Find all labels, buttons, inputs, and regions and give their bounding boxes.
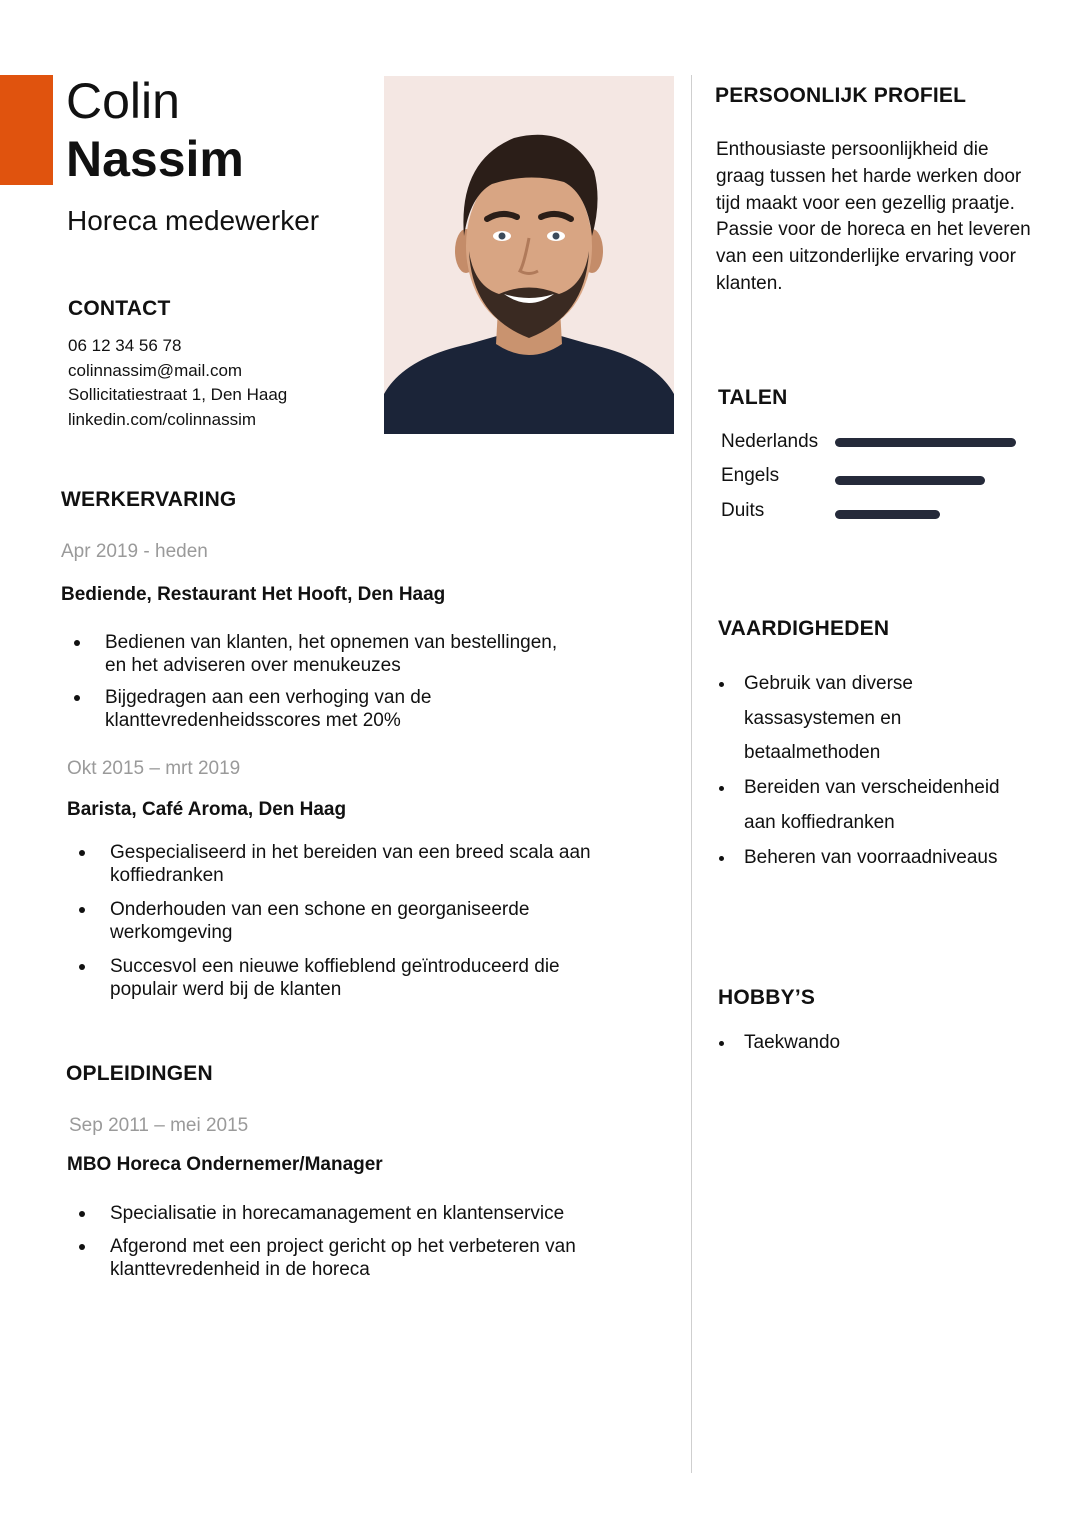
skills-heading: VAARDIGHEDEN [718, 617, 890, 640]
contact-details [68, 334, 287, 432]
experience-heading: WERKERVARING [61, 488, 237, 511]
job-bullets [105, 631, 557, 732]
list-item: Bijgedragen aan een verhoging van de klanttevredenheidsscores met 20% [105, 686, 557, 732]
portrait-photo-icon [384, 76, 674, 434]
contact-heading: CONTACT [68, 297, 171, 320]
list-item: Afgerond met een project gericht op het verbeteren van klanttevredenheid in de horeca [110, 1235, 576, 1281]
bullet-icon [79, 1211, 85, 1217]
bullet-icon [79, 850, 85, 856]
bullet-icon [79, 907, 85, 913]
column-divider [691, 75, 692, 1473]
last-name: Nassim [66, 131, 244, 187]
language-level-bar [835, 510, 940, 519]
bullet-icon [719, 1041, 724, 1046]
language-level-bar [835, 438, 1016, 447]
job-role: Bediende, Restaurant Het Hooft, Den Haag [61, 584, 446, 605]
profile-photo [384, 76, 674, 434]
list-item: Gebruik van diverse kassasystemen en betaalmethoden [744, 667, 1000, 771]
list-item: Gespecialiseerd in het bereiden van een breed scala aan koffiedranken [110, 841, 591, 887]
job-date: Okt 2015 – mrt 2019 [67, 758, 241, 779]
education-heading: OPLEIDINGEN [66, 1062, 213, 1085]
contact-phone: 06 12 34 56 78 [68, 336, 182, 355]
list-item: Succesvol een nieuwe koffieblend geïntroduceerd die populair werd bij de klanten [110, 955, 591, 1001]
job-date: Apr 2019 - heden [61, 541, 208, 562]
bullet-icon [74, 640, 80, 646]
list-item: Specialisatie in horecamanagement en klantenservice [110, 1202, 576, 1225]
bullet-icon [74, 695, 80, 701]
bullet-icon [719, 682, 724, 687]
education-date: Sep 2011 – mei 2015 [69, 1115, 249, 1136]
list-item: Bereiden van verscheidenheid aan koffiedranken [744, 771, 1000, 840]
contact-email: colinnassim@mail.com [68, 360, 243, 380]
education-bullets [110, 1202, 576, 1281]
language-name: Engels [721, 465, 780, 486]
job-bullets [110, 841, 591, 1001]
hobbies-heading: HOBBY’S [718, 986, 816, 1009]
bullet-icon [79, 1244, 85, 1250]
profile-text: Enthousiaste persoonlijkheid die graag tussen het harde werken door tijd maakt voor een gezellig praatje. Passie voor de horeca en het leveren van een uitzonderlijke ervaring voor klanten. [716, 139, 1031, 294]
job-title: Horeca medewerker [67, 205, 320, 236]
list-item: Onderhouden van een schone en georganiseerde werkomgeving [110, 898, 591, 944]
language-name: Duits [721, 500, 765, 521]
language-level-bar [835, 476, 985, 485]
list-item: Beheren van voorraadniveaus [744, 841, 1000, 876]
first-name: Colin [66, 73, 180, 129]
accent-bar [0, 75, 53, 185]
hobbies-list [744, 1026, 840, 1061]
bullet-icon [719, 786, 724, 791]
languages-heading: TALEN [718, 386, 788, 409]
skills-list [744, 667, 1000, 875]
bullet-icon [79, 964, 85, 970]
list-item: Bedienen van klanten, het opnemen van bestellingen, en het adviseren over menukeuzes [105, 631, 557, 677]
job-role: Barista, Café Aroma, Den Haag [67, 799, 347, 820]
education-degree: MBO Horeca Ondernemer/Manager [67, 1154, 383, 1175]
contact-linkedin: linkedin.com/colinnassim [68, 409, 257, 429]
profile-heading: PERSOONLIJK PROFIEL [715, 84, 967, 107]
language-name: Nederlands [721, 431, 819, 452]
contact-address: Sollicitatiestraat 1, Den Haag [68, 385, 288, 404]
bullet-icon [719, 856, 724, 861]
list-item: Taekwando [744, 1026, 840, 1061]
